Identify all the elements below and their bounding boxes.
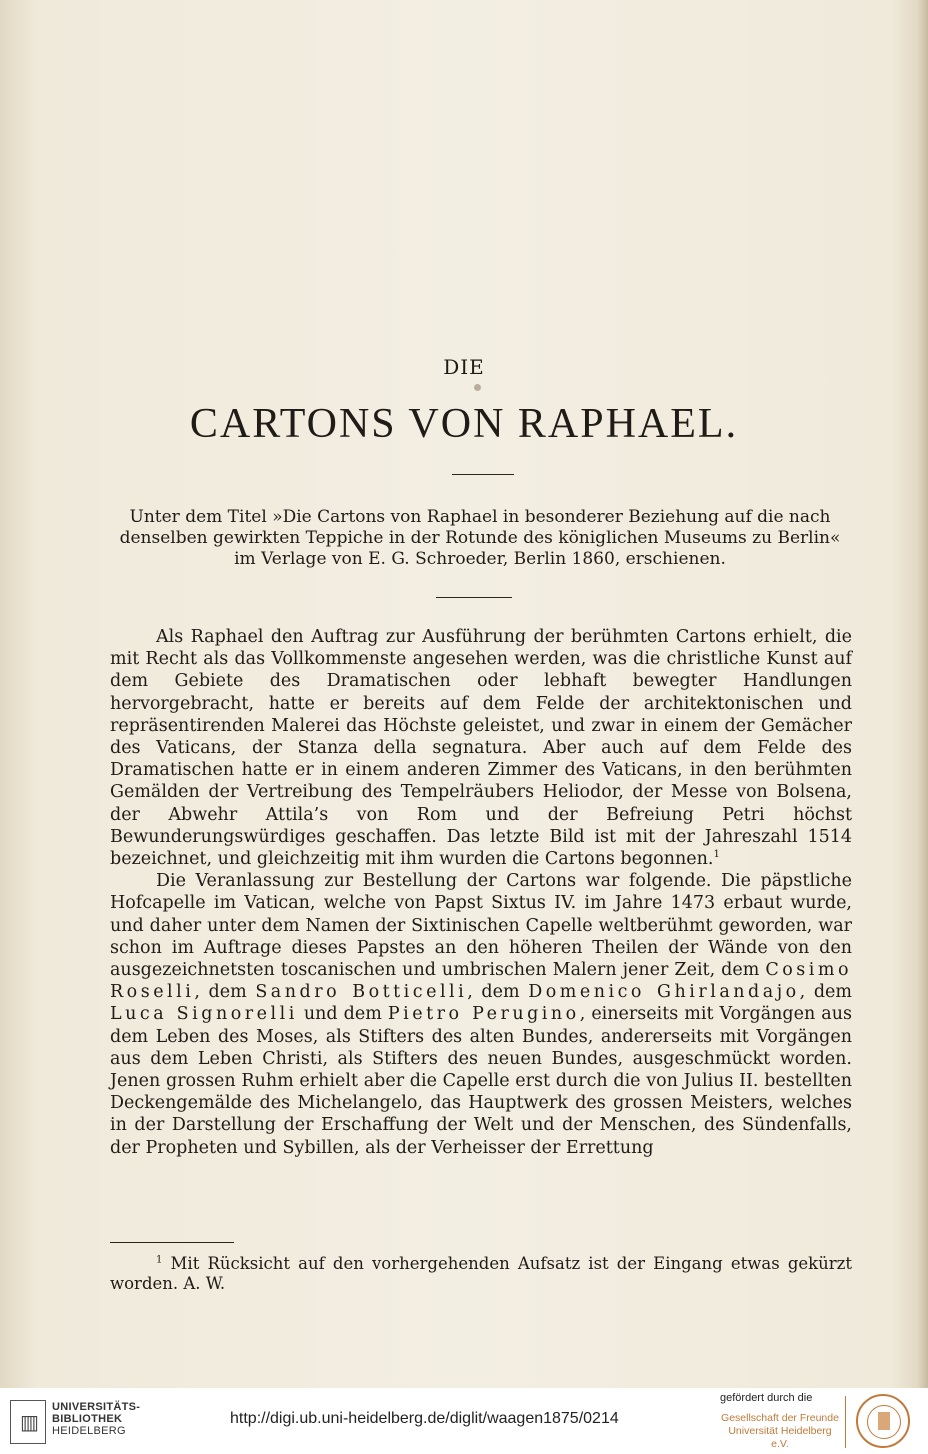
painter-name: Luca Signorelli [110,1004,298,1025]
heading-die: DIE [443,355,485,379]
footnote-rule [110,1242,234,1243]
book-icon: ▥ [20,1410,39,1434]
paragraph-1-text: Als Raphael den Auftrag zur Ausführung der berühmten Cartons erhielt, die mit Recht als das Vollkommenste angesehen werden, was die christliche Kunst auf dem Gebiete des Dramatischen oder lebhaft bewegter Handlungen hervorgebracht, hatte er bereits auf dem Felde der architektonischen und repräsentirenden Malerei das Höchste geleistet, und zwar in einem der Gemächer des Vaticans, der Stanza della segnatura. Aber auch auf dem Felde des Dramatischen hatte er in einem anderen Zimmer des Vaticans, in den berühmten Gemälden der Vertreibung des Tempelräubers Heliodor, der Messe von Bolsena, der Abwehr Attila’s von Rom und der Befreiung Petri höchst Bewunderungswürdiges geschaffen. Das letzte Bild ist mit der Jahreszahl 1514 bezeichnet, und gleichzeitig mit ihm wurden die Cartons begonnen. [110,627,852,870]
intro-line: im Verlage von E. G. Schroeder, Berlin 1860, erschienen. [234,549,726,569]
paragraph-2-text: , dem [194,982,247,1003]
footer-divider [845,1396,846,1448]
footnote [110,1254,852,1294]
intro-rule [436,597,512,598]
painter-name: Sandro Botticelli [255,982,468,1003]
intro-line: denselben gewirkten Teppiche in der Rotunde des königlichen Museums zu Berlin« [119,528,841,548]
body-text [110,626,852,1159]
paragraph-2-text: und dem [303,1004,382,1025]
library-name [52,1401,140,1437]
library-name-line: UNIVERSITÄTS- [52,1401,141,1413]
footnote-text: Mit Rücksicht auf den vorhergehenden Aufsatz ist der Eingang etwas gekürzt worden. A. W. [110,1254,852,1293]
sponsor-name-line: Universität Heidelberg e.V. [728,1425,832,1450]
library-name-line: BIBLIOTHEK [52,1413,123,1425]
paragraph-2-text: Die Veranlassung zur Bestellung der Cartons war folgende. Die päpstliche Hofcapelle im Vatican, welche von Papst Sixtus IV. im Jahre 1473 erbaut wurde, und daher unter dem Namen der Sixtinischen Capelle weltberühmt geworden, war schon im Auftrage dieses Papstes an den höheren Theilen der Wände von den ausgezeichnetsten toscanischen und umbrischen Malern jener Zeit, dem [110,871,852,981]
paragraph-2-text: , dem [467,982,520,1003]
library-name-line: HEIDELBERG [52,1425,126,1437]
sponsor-name [720,1412,840,1451]
university-seal-icon [856,1394,910,1448]
page-title: CARTONS VON RAPHAEL. [189,401,739,447]
paragraph-2-text: , dem [799,982,852,1003]
library-logo [10,1400,46,1444]
permalink[interactable]: http://digi.ub.uni-heidelberg.de/diglit/waagen1875/0214 [230,1410,619,1427]
title-rule [452,474,514,475]
paragraph-2-text: , einerseits mit Vorgängen aus dem Leben des Moses, als Stifters des alten Bundes, andererseits mit Vorgängen aus dem Leben Christi, als Stifters des neuen Bundes, ausgeschmückt worden. Jenen grossen Ruhm erhielt aber die Capelle erst durch die von Julius II. bestellten Deckengemälde des Michelangelo, das Hauptwerk des grossen Meisters, welches in der Darstellung der Erschaffung der Welt und der Menschen, des Sündenfalls, der Propheten und Sybillen, als der Verheisser der Errettung [110,1004,852,1158]
sponsor-name-line: Gesellschaft der Freunde [721,1412,839,1424]
digitization-footer [0,1388,928,1454]
intro-note [108,507,852,570]
painter-name: Cosimo Roselli [110,960,852,1003]
sponsor-label: gefördert durch die [720,1392,813,1404]
painter-name: Pietro Perugino [387,1004,580,1025]
footnote-ref: 1 [713,849,720,861]
ornament-dot [474,384,481,391]
footnote-mark: 1 [156,1254,163,1266]
paragraph-2 [110,870,852,1159]
paragraph-1 [110,626,852,870]
painter-name: Domenico Ghirlandajo [528,982,800,1003]
intro-line: Unter dem Titel »Die Cartons von Raphael in besonderer Beziehung auf die nach [129,507,831,527]
